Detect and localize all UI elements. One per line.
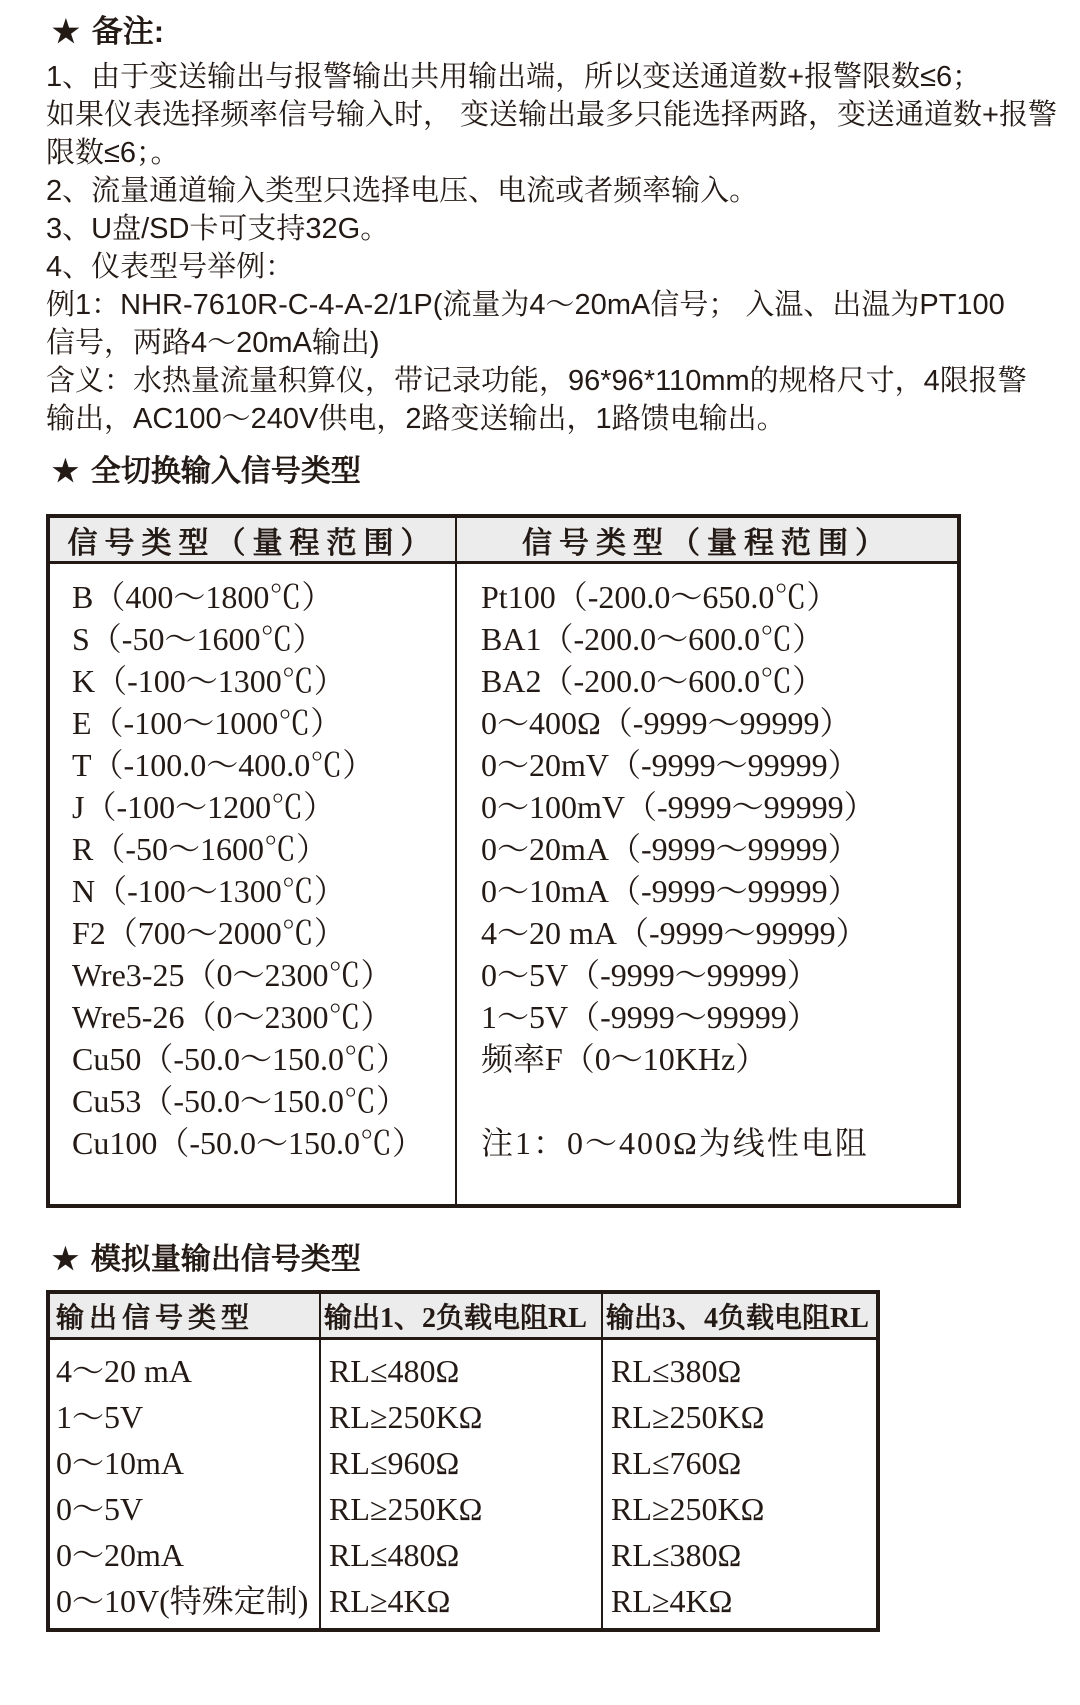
section-heading-analog-output (52, 1240, 1080, 1280)
signal-item: BA2（-200.0～600.0℃） (481, 663, 825, 699)
note-line: 3、U盘/SD卡可支持32G。 (46, 213, 390, 245)
load-rl-cell: RL≥250KΩ (329, 1491, 483, 1527)
signal-item: Wre5-26（0～2300℃） (72, 999, 393, 1035)
section2-title-text: 模拟量输出信号类型 (90, 1243, 361, 1276)
note-line: 例1：NHR-7610R-C-4-A-2/1P(流量为4～20mA信号； 入温、出温为PT100 (46, 289, 1005, 321)
section-heading-input-signals (52, 452, 1080, 492)
input-signal-table (46, 514, 961, 1208)
signal-item: 0～5V（-9999～99999） (481, 957, 819, 993)
output-type-cell: 0～20mA (56, 1537, 185, 1573)
header-cell-load-rl-12: 输出1、2负载电阻RL (321, 1294, 603, 1337)
star-icon: ★ (52, 1243, 79, 1276)
output-type-cell: 0～10mA (56, 1445, 185, 1481)
load-rl-34-column (603, 1340, 876, 1628)
signal-item: S（-50～1600℃） (72, 621, 325, 657)
signal-item: 0～400Ω（-9999～99999） (481, 705, 852, 741)
signal-list-left (50, 564, 457, 1204)
analog-output-table (46, 1290, 880, 1632)
signal-item: Cu100（-50.0～150.0℃） (72, 1125, 425, 1161)
spacer (481, 1080, 957, 1122)
analog-output-table-header (50, 1294, 876, 1340)
signal-list-right (457, 564, 957, 1204)
output-type-cell: 0～5V (56, 1491, 144, 1527)
signal-item: T（-100.0～400.0℃） (72, 747, 375, 783)
note-line: 4、仪表型号举例： (46, 251, 295, 283)
signal-item: K（-100～1300℃） (72, 663, 346, 699)
load-rl-cell: RL≤480Ω (329, 1353, 460, 1389)
star-icon: ★ (52, 14, 80, 49)
load-rl-cell: RL≤480Ω (329, 1537, 460, 1573)
load-rl-cell: RL≤380Ω (611, 1353, 742, 1389)
load-rl-cell: RL≥250KΩ (329, 1399, 483, 1435)
input-signal-table-header (50, 518, 957, 564)
signal-item: 4～20 mA（-9999～99999） (481, 915, 868, 951)
signal-item: J（-100～1200℃） (72, 789, 336, 825)
header-cell-load-rl-34: 输出3、4负载电阻RL (606, 1302, 869, 1334)
input-signal-table-body (50, 564, 957, 1204)
load-rl-cell: RL≤760Ω (611, 1445, 742, 1481)
notes-title-text: 备注: (91, 14, 165, 49)
load-rl-cell: RL≥250KΩ (611, 1399, 765, 1435)
signal-item: F2（700～2000℃） (72, 915, 346, 951)
load-rl-cell: RL≤960Ω (329, 1445, 460, 1481)
load-rl-12-column (321, 1340, 603, 1628)
signal-item: B（400～1800℃） (72, 579, 334, 615)
table-footnote: 注1：0～400Ω为线性电阻 (481, 1125, 869, 1161)
signal-item: 0～20mA（-9999～99999） (481, 831, 860, 867)
load-rl-cell: RL≥250KΩ (611, 1491, 765, 1527)
note-line: 输出，AC100～240V供电，2路变送输出，1路馈电输出。 (46, 403, 786, 435)
output-type-cell: 1～5V (56, 1399, 144, 1435)
signal-item: 0～20mV（-9999～99999） (481, 747, 860, 783)
analog-output-table-body (50, 1340, 876, 1628)
note-line: 信号，两路4～20mA输出) (46, 327, 380, 359)
header-cell-signal-type-right: 信号类型（量程范围） (522, 526, 892, 560)
note-line: 2、流量通道输入类型只选择电压、电流或者频率输入。 (46, 175, 759, 207)
signal-item: Cu53（-50.0～150.0℃） (72, 1083, 409, 1119)
output-type-column (50, 1340, 321, 1628)
signal-item: 频率F（0～10KHz） (481, 1041, 768, 1077)
signal-item: 1～5V（-9999～99999） (481, 999, 819, 1035)
load-rl-cell: RL≤380Ω (611, 1537, 742, 1573)
header-cell-signal-type-left: 信号类型（量程范围） (50, 518, 457, 561)
signal-item: N（-100～1300℃） (72, 873, 346, 909)
signal-item: BA1（-200.0～600.0℃） (481, 621, 825, 657)
note-line: 1、由于变送输出与报警输出共用输出端，所以变送通道数+报警限数≤6； (46, 61, 982, 93)
header-cell-output-type: 输出信号类型 (50, 1294, 321, 1337)
load-rl-cell: RL≥4KΩ (329, 1583, 451, 1619)
star-icon: ★ (52, 455, 79, 488)
note-line: 限数≤6；。 (46, 137, 180, 169)
signal-item: Cu50（-50.0～150.0℃） (72, 1041, 409, 1077)
notes-title (52, 12, 1080, 52)
output-type-cell: 4～20 mA (56, 1353, 193, 1389)
section1-title-text: 全切换输入信号类型 (90, 455, 361, 488)
signal-item: R（-50～1600℃） (72, 831, 329, 867)
signal-item: Pt100（-200.0～650.0℃） (481, 579, 839, 615)
signal-item: E（-100～1000℃） (72, 705, 343, 741)
notes-section (46, 12, 1080, 438)
load-rl-cell: RL≥4KΩ (611, 1583, 733, 1619)
signal-item: 0～100mV（-9999～99999） (481, 789, 876, 825)
note-line: 如果仪表选择频率信号输入时， 变送输出最多只能选择两路，变送通道数+报警 (46, 99, 1057, 131)
signal-item: 0～10mA（-9999～99999） (481, 873, 860, 909)
output-type-cell: 0～10V(特殊定制) (56, 1583, 309, 1619)
note-line: 含义：水热量流量积算仪，带记录功能，96*96*110mm的规格尺寸，4限报警 (46, 365, 1027, 397)
signal-item: Wre3-25（0～2300℃） (72, 957, 393, 993)
